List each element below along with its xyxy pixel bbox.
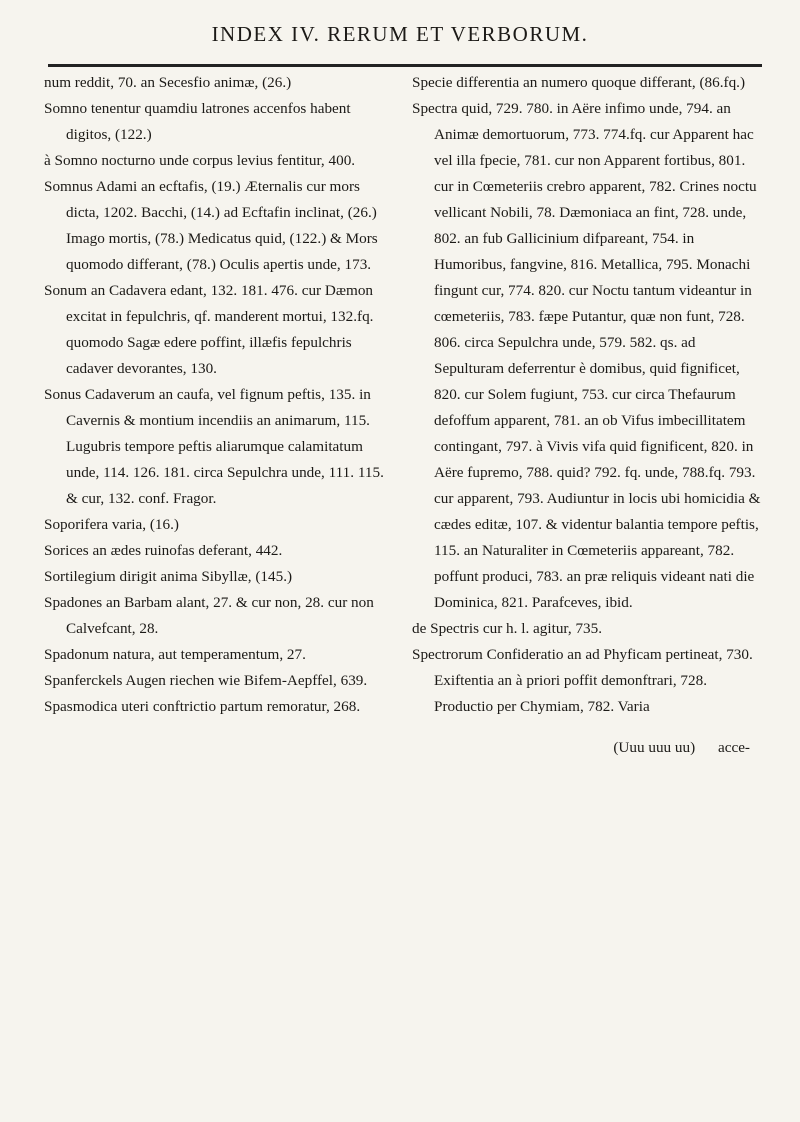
left-column <box>44 70 384 720</box>
right-column <box>412 70 762 776</box>
index-entry: Spectrorum Confideratio an ad Phyficam pertineat, 730. Exiftentia an à priori poffit demonftrari, 728. Productio per Chymiam, 782. Varia <box>412 646 753 715</box>
header-rule <box>48 64 762 67</box>
index-entry: Specie differentia an numero quoque differant, (86.fq.) <box>412 74 746 91</box>
index-entry: Somnus Adami an ecftafis, (19.) Æternalis cur mors dicta, 1202. Bacchi, (14.) ad Ecftafin inclinat, (26.) Imago mortis, (78.) Medicatus quid, (122.) & Mors quomodo differant, (78.) Oculis apertis unde, 173. <box>44 178 378 273</box>
catchword: acce- <box>717 739 750 757</box>
index-entry: de Spectris cur h. l. agitur, 735. <box>412 620 603 637</box>
index-entry: Sonus Cadaverum an caufa, vel fignum peftis, 135. in Cavernis & montium incendiis an animarum, 115. Lugubris tempore peftis aliarumque calamitatum unde, 114. 126. 181. circa Sepulchra unde, 111. 115. & cur, 132. conf. Fragor. <box>44 386 384 507</box>
index-entry: Spectra quid, 729. 780. in Aëre infimo unde, 794. an Animæ demortuorum, 773. 774.fq. cur Apparent hac vel illa fpecie, 781. cur non Apparent fortibus, 801. cur in Cœmeteriis crebro apparent, 782. Crines noctu vellicant Nobili, 78. Dæmoniaca an fint, 728. unde, 802. an fub Gallicinium difpareant, 754. in Humoribus, fangvine, 816. Metallica, 795. Monachi fingunt cur, 774. 820. cur Noctu tantum videantur in cœmeteriis, 783. fæpe Putantur, quæ non funt, 728. 806. circa Sepulchra unde, 579. 582. qs. ad Sepulturam deferrentur è domibus, quid fignificet, 820. cur Solem fugiunt, 753. cur circa Thefaurum defoffum apparent, 781. an ob Vifus imbecillitatem contingant, 797. à Vivis vifa quid fignificent, 820. in Aëre fupremo, 788. quid? 792. fq. unde, 788.fq. 793. cur apparent, 793. Audiuntur in locis ubi homicidia & cædes editæ, 107. & videntur balantia tempore peftis, 115. an Naturaliter in Cœmeteriis appareant, 782. poffunt produci, 783. an præ reliquis videant nati die Dominica, 821. Parafceves, ibid. <box>412 100 761 611</box>
index-entry: Sorices an ædes ruinofas deferant, 442. <box>44 542 283 559</box>
index-entry: Sortilegium dirigit anima Sibyllæ, (145.) <box>44 568 293 585</box>
signature-mark: (Uuu uuu uu) <box>613 739 696 757</box>
index-entry: Spadones an Barbam alant, 27. & cur non, 28. cur non Calvefcant, 28. <box>44 594 374 637</box>
index-entry: Somno tenentur quamdiu latrones accenfos habent digitos, (122.) <box>44 100 351 143</box>
index-entry: à Somno nocturno unde corpus levius fentitur, 400. <box>44 152 356 169</box>
index-entry: Spanferckels Augen riechen wie Bifem-Aepffel, 639. <box>44 672 368 689</box>
index-entry: Spadonum natura, aut temperamentum, 27. <box>44 646 306 663</box>
index-entry: Soporifera varia, (16.) <box>44 516 179 533</box>
index-entry: num reddit, 70. an Secesfio animæ, (26.) <box>44 74 292 91</box>
catchword-line <box>412 735 762 761</box>
index-entry: Spasmodica uteri conftrictio partum remoratur, 268. <box>44 698 361 715</box>
index-entry: Sonum an Cadavera edant, 132. 181. 476. cur Dæmon excitat in fepulchris, qf. manderent mortui, 132.fq. quomodo Sagæ edere poffint, illæfis fepulchris cadaver devorantes, 130. <box>44 282 374 377</box>
page-header: INDEX IV. RERUM ET VERBORUM. <box>211 22 589 46</box>
